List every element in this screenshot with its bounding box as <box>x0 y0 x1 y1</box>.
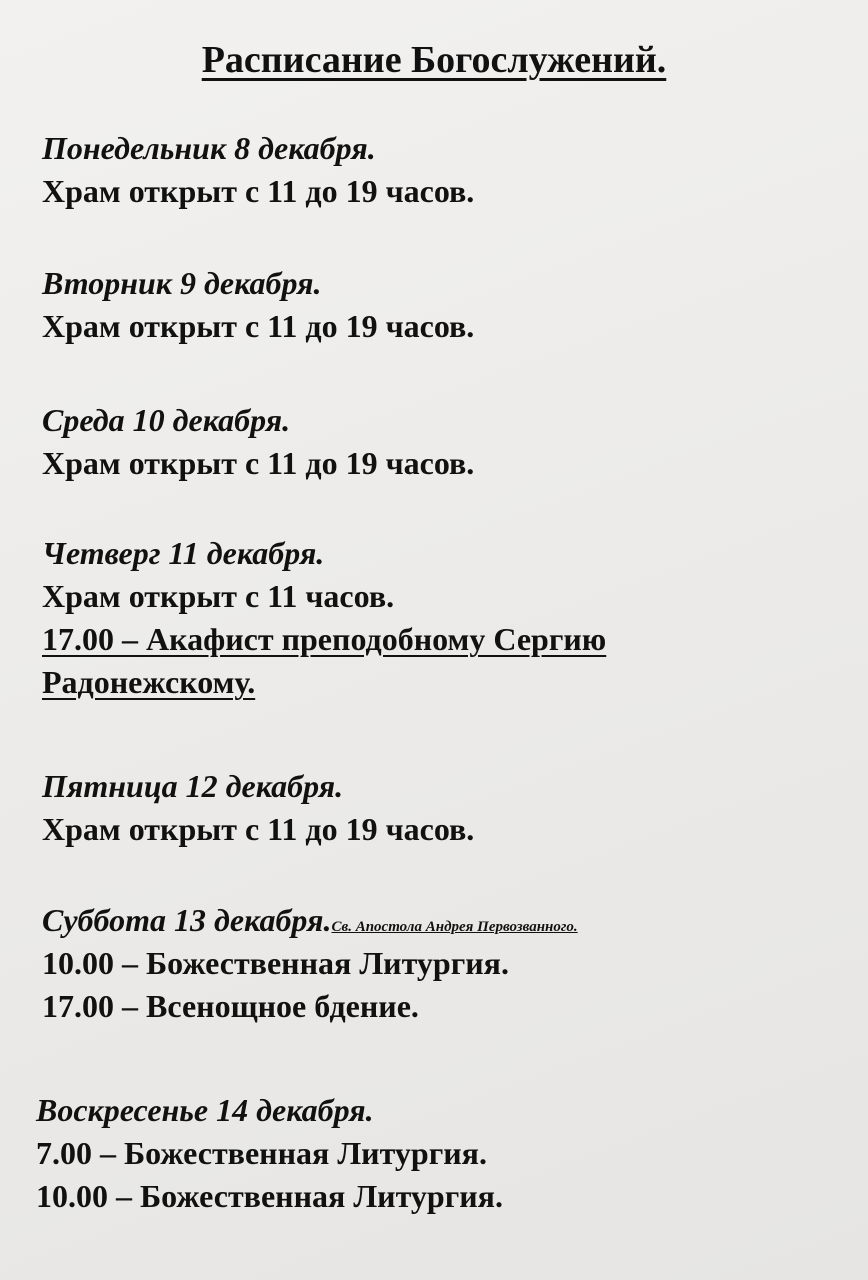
page-title: Расписание Богослужений. <box>201 39 667 81</box>
day-heading: Вторник 9 декабря. <box>42 265 322 301</box>
schedule-line-akathist-cont: Радонежскому. <box>42 663 256 700</box>
schedule-line: Храм открыт с 11 до 19 часов. <box>42 307 475 344</box>
day-heading: Пятница 12 декабря. <box>42 768 344 804</box>
schedule-line: 17.00 – Всенощное бдение. <box>42 987 419 1024</box>
schedule-line-akathist: 17.00 – Акафист преподобному Сергию <box>42 620 607 657</box>
schedule-line: 10.00 – Божественная Литургия. <box>42 944 509 981</box>
day-heading: Воскресенье 14 декабря. <box>36 1092 374 1128</box>
day-heading: Суббота 13 декабря. <box>42 902 332 938</box>
day-sunday <box>36 1090 836 1218</box>
day-thursday <box>42 533 842 704</box>
schedule-line: Храм открыт с 11 до 19 часов. <box>42 810 475 847</box>
day-friday <box>42 766 842 851</box>
schedule-line: 10.00 – Божественная Литургия. <box>36 1177 503 1214</box>
schedule-line: 7.00 – Божественная Литургия. <box>36 1134 487 1171</box>
day-heading: Понедельник 8 декабря. <box>42 130 376 166</box>
schedule-line: Храм открыт с 11 до 19 часов. <box>42 444 475 481</box>
day-heading: Среда 10 декабря. <box>42 402 291 438</box>
day-saturday <box>42 900 842 1028</box>
day-tuesday <box>42 263 842 348</box>
day-heading-row <box>42 900 842 942</box>
day-monday <box>42 128 842 213</box>
day-heading: Четверг 11 декабря. <box>42 535 325 571</box>
day-wednesday <box>42 400 842 485</box>
schedule-line: Храм открыт с 11 до 19 часов. <box>42 172 475 209</box>
schedule-line: Храм открыт с 11 часов. <box>42 577 395 614</box>
feast-note: Св. Апостола Андрея Первозванного. <box>331 919 578 935</box>
